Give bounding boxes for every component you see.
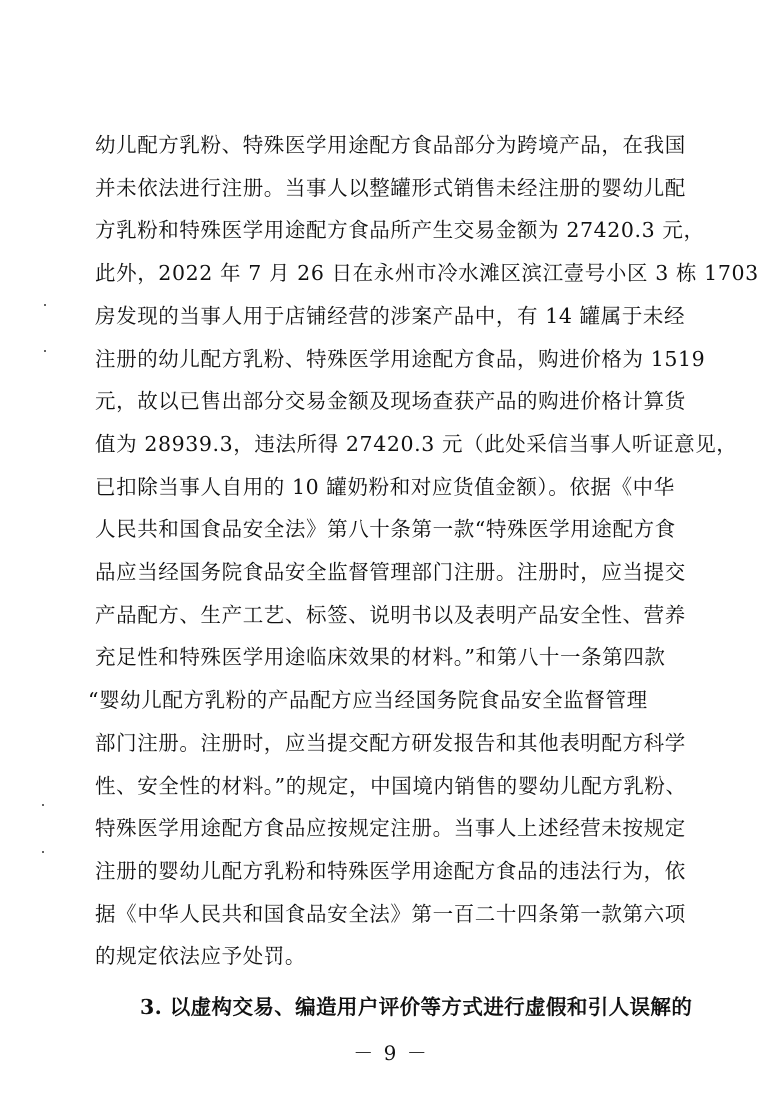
body-text-line: 幼儿配方乳粉、特殊医学用途配方食品部分为跨境产品，在我国 (95, 133, 686, 157)
section-heading: 3. 以虚构交易、编造用户评价等方式进行虚假和引人误解的 (140, 995, 693, 1019)
body-text-line: 充足性和特殊医学用途临床效果的材料。”和第八十一条第四款 (95, 645, 666, 670)
body-text-line: 据《中华人民共和国食品安全法》第一百二十四条第一款第六项 (95, 901, 686, 926)
margin-mark (44, 304, 46, 306)
margin-mark (44, 350, 46, 352)
margin-mark (42, 851, 44, 853)
body-text-line: 注册的幼儿配方乳粉、特殊医学用途配方食品，购进价格为 1519 (95, 346, 706, 371)
body-text-line: 此外，2022 年 7 月 26 日在永州市冷水滩区滨江壹号小区 3 栋 1703 (95, 261, 759, 286)
body-text-line: 注册的婴幼儿配方乳粉和特殊医学用途配方食品的违法行为，依 (95, 858, 686, 883)
body-text-line: 已扣除当事人自用的 10 罐奶粉和对应货值金额）。依据《中华 (95, 474, 675, 499)
body-text-line: 值为 28939.3，违法所得 27420.3 元（此处采信当事人听证意见， (95, 431, 738, 456)
body-text-line: 的规定依法应予处罚。 (95, 944, 306, 969)
body-text-line: 部门注册。注册时，应当提交配方研发报告和其他表明配方科学 (95, 730, 686, 755)
body-text-line: 特殊医学用途配方食品应按规定注册。当事人上述经营未按规定 (95, 816, 686, 841)
body-text-line: 产品配方、生产工艺、标签、说明书以及表明产品安全性、营养 (95, 602, 686, 627)
body-text-line: 性、安全性的材料。”的规定，中国境内销售的婴幼儿配方乳粉、 (95, 773, 687, 798)
body-text-line: 元，故以已售出部分交易金额及现场查获产品的购进价格计算货 (95, 389, 686, 414)
body-text-line: 并未依法进行注册。当事人以整罐形式销售未经注册的婴幼儿配 (95, 175, 686, 200)
body-text-line: 方乳粉和特殊医学用途配方食品所产生交易金额为 27420.3 元， (95, 218, 705, 243)
body-text-line: 品应当经国务院食品安全监督管理部门注册。注册时，应当提交 (95, 560, 686, 584)
page-number: － 9 － (353, 1041, 429, 1065)
margin-mark (42, 804, 44, 806)
body-text-line: “婴幼儿配方乳粉的产品配方应当经国务院食品安全监督管理 (88, 688, 648, 713)
body-text-line: 房发现的当事人用于店铺经营的涉案产品中，有 14 罐属于未经 (95, 303, 686, 328)
body-text-line: 人民共和国食品安全法》第八十条第一款“特殊医学用途配方食 (95, 517, 676, 542)
